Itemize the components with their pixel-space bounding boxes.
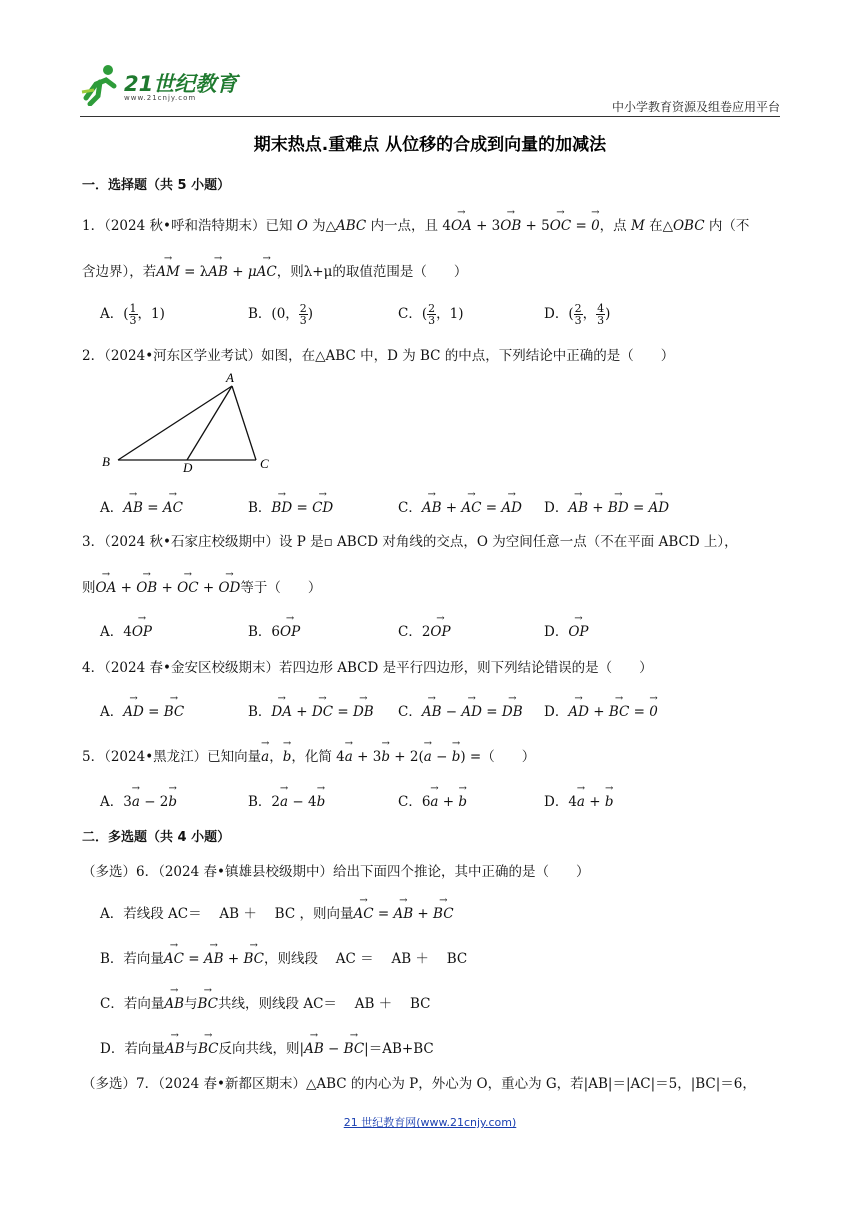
q4-option-c[interactable]: C．→ AB − → AD = → DB [398, 700, 523, 720]
q1-line2: 含边界），若→ AM = λ→ AB + μ→ AC，则λ+μ的取值范围是（ ） [82, 260, 467, 280]
runner-icon [80, 62, 122, 106]
q6-option-d[interactable]: D．若向量→ AB与→ BC反向共线，则|→ AB − → BC|＝AB+BC [100, 1037, 434, 1057]
q1-option-d[interactable]: D．( $\frac{2}{3}$ ， $\frac{4}{3}$ ) [544, 302, 611, 327]
q2-option-b[interactable]: B．→ BD = → CD [248, 496, 333, 516]
logo-text: 21世纪教育 [124, 72, 238, 96]
label-b: B [102, 454, 110, 469]
q4-option-a[interactable]: A．→ AD = → BC [100, 700, 184, 720]
q3-option-a[interactable]: A．4→ OP [100, 620, 152, 640]
q4-stem: 4．（2024 春•金安区校级期末）若四边形 ABCD 是平行四边形，则下列结论错误的是（ ） [82, 660, 653, 676]
q6-stem: （多选）6．（2024 春•镇雄县校级期中）给出下面四个推论，其中正确的是（ ） [82, 864, 590, 880]
q3-line1: 3．（2024 秋•石家庄校级期中）设 P 是▫ ABCD 对角线的交点，O 为空间任意一点（不在平面 ABCD 上）， [82, 534, 738, 550]
q3-option-c[interactable]: C．2→ OP [398, 620, 451, 640]
q2-option-d[interactable]: D．→ AB + → BD = → AD [544, 496, 669, 516]
logo-url: www.21cnjy.com [124, 94, 197, 102]
q4-option-d[interactable]: D．→ AD + → BC = → 0 [544, 700, 658, 720]
section-single-choice: 一．选择题（共 5 小题） [82, 178, 231, 193]
q2-option-c[interactable]: C．→ AB + → AC = → AD [398, 496, 522, 516]
label-a: A [226, 370, 234, 385]
q3-option-b[interactable]: B．6→ OP [248, 620, 300, 640]
platform-name: 中小学教育资源及组卷应用平台 [611, 100, 780, 114]
q6-option-b[interactable]: B．若向量→ AC = → AB + → BC，则线段 AC ＝ AB ＋ BC [100, 947, 467, 967]
q3-line2: 则→ OA + → OB + → OC + → OD等于（ ） [82, 576, 321, 596]
q2-option-a[interactable]: A．→ AB = → AC [100, 496, 183, 516]
brand-logo [80, 62, 260, 114]
q3-option-d[interactable]: D．→ OP [544, 620, 588, 640]
label-c: C [260, 456, 269, 471]
page-header [80, 62, 780, 116]
q5-option-a[interactable]: A．3→ a − 2→ b [100, 790, 177, 810]
median-ad [187, 386, 232, 460]
footer-link[interactable]: 21 世纪教育网(www.21cnjy.com) [343, 1116, 517, 1129]
triangle-figure [100, 368, 280, 474]
q1-option-b[interactable]: B．(0， $\frac{2}{3}$ ) [248, 302, 314, 327]
q6-option-a[interactable]: A．若线段 AC＝ AB ＋ BC ，则向量→ AC = → AB + → BC [100, 902, 454, 922]
q5-option-c[interactable]: C．6→ a + → b [398, 790, 467, 810]
q1-option-c[interactable]: C．( $\frac{2}{3}$ ，1) [398, 302, 464, 327]
header-divider [80, 116, 780, 117]
q5-option-b[interactable]: B．2→ a − 4→ b [248, 790, 325, 810]
q7-stem: （多选）7．（2024 春•新都区期末）△ABC 的内心为 P，外心为 O，重心为 G，若|AB|＝|AC|＝5，|BC|＝6， [82, 1076, 756, 1092]
side-ac [232, 386, 256, 460]
page-title: 期末热点.重难点 从位移的合成到向量的加减法 [253, 135, 607, 155]
q4-option-b[interactable]: B．→ DA + → DC = → DB [248, 700, 374, 720]
q2-stem: 2．（2024•河东区学业考试）如图，在△ABC 中，D 为 BC 的中点，下列结论中正确的是（ ） [82, 348, 675, 364]
section-multi-choice: 二．多选题（共 4 小题） [82, 830, 231, 845]
q1-option-a[interactable]: A．( $\frac{1}{3}$ ，1) [100, 302, 165, 327]
label-d: D [183, 460, 193, 474]
q6-option-c[interactable]: C．若向量→ AB与→ BC共线，则线段 AC＝ AB ＋ BC [100, 992, 430, 1012]
q5-stem: 5．（2024•黑龙江）已知向量→ a，→ b，化简 4→ a + 3→ b + 2(→ a − → b) =（ ） [82, 745, 535, 765]
q1-line1: 1．（2024 秋•呼和浩特期末）已知 O 为△ABC 内一点，且 4→ OA + 3→ OB + 5→ OC = → 0，点 M 在△OBC 内（不 [82, 214, 749, 234]
side-ba [118, 386, 232, 460]
q5-option-d[interactable]: D．4→ a + → b [544, 790, 614, 810]
